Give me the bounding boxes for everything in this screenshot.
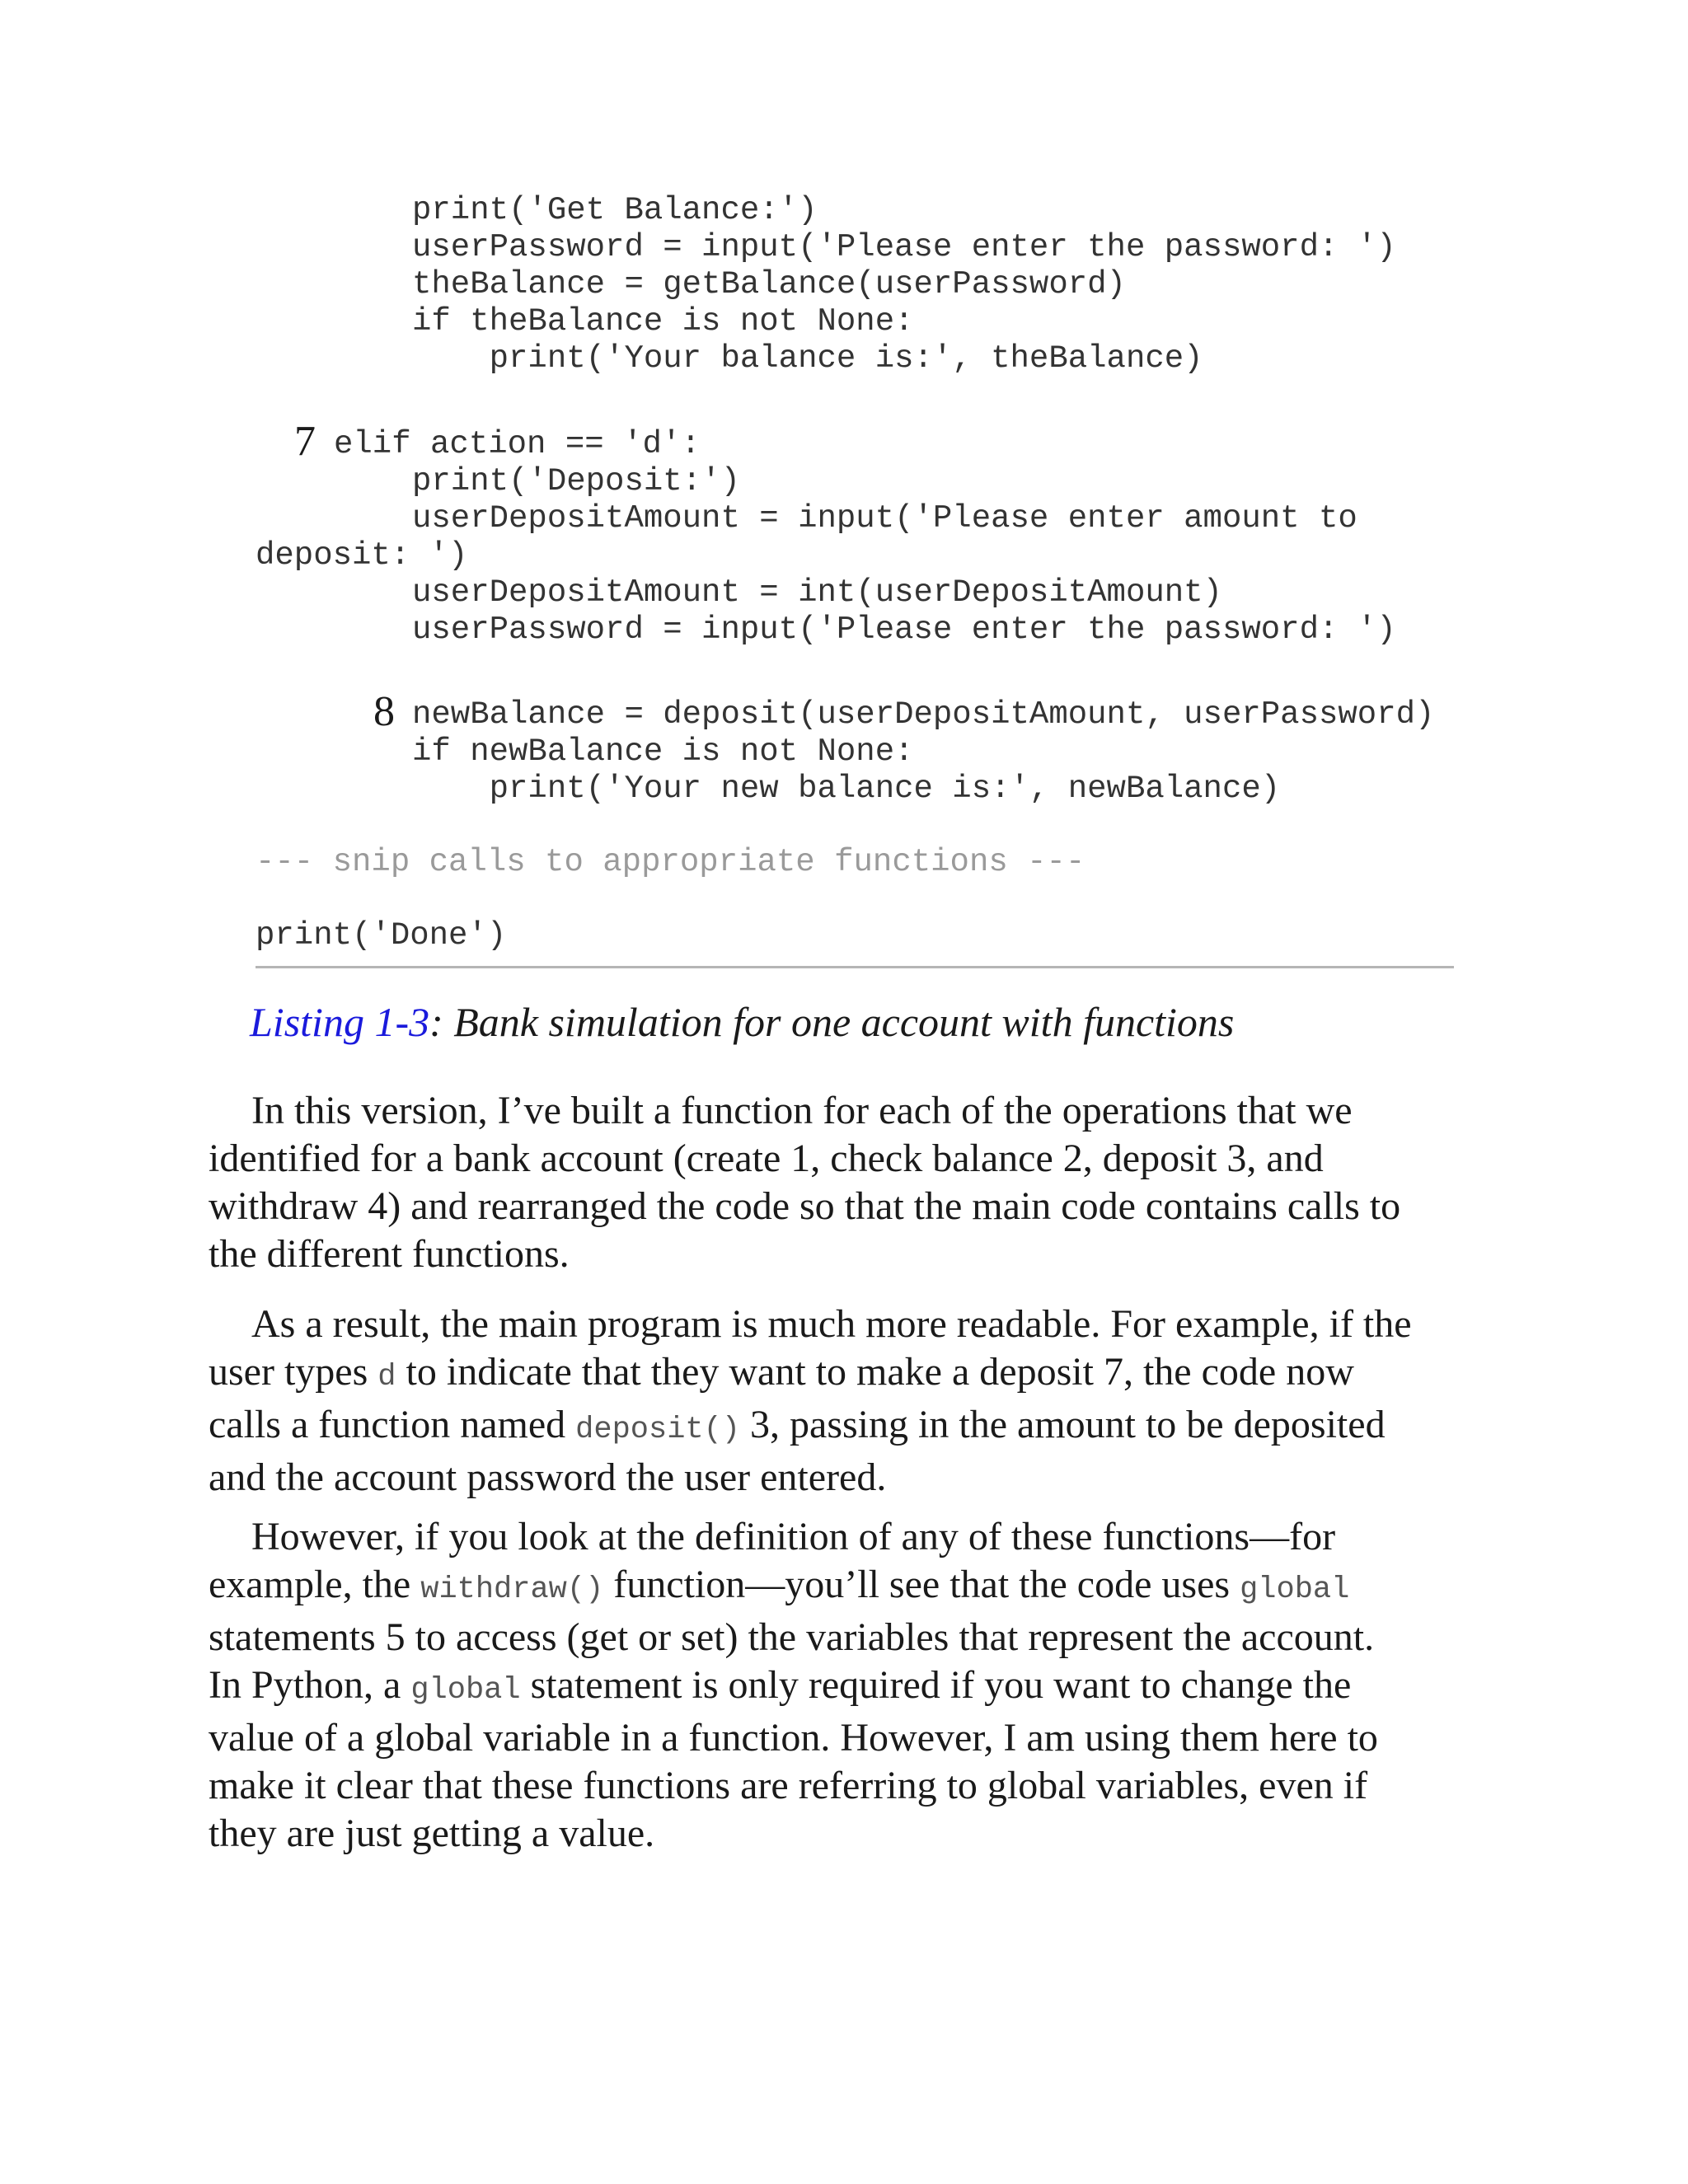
inline-code: global bbox=[1240, 1572, 1350, 1607]
text-run: to indicate that they want to make a deposit 7, the code now bbox=[396, 1350, 1354, 1394]
text-run: user types bbox=[209, 1350, 378, 1394]
code-line: userDepositAmount = input('Please enter amount to bbox=[412, 500, 1357, 537]
paragraph-line: statements 5 to access (get or set) the variables that represent the account. bbox=[209, 1615, 1375, 1659]
inline-code: global bbox=[410, 1673, 521, 1708]
code-line: print('Your balance is:', theBalance) bbox=[412, 340, 1203, 377]
inline-code: d bbox=[377, 1360, 396, 1394]
paragraph-line bbox=[209, 1561, 1461, 1614]
code-snip-comment: --- snip calls to appropriate functions --- bbox=[256, 844, 1085, 880]
code-line: newBalance = deposit(userDepositAmount, userPassword) bbox=[412, 696, 1435, 733]
text-run: function—you’ll see that the code uses bbox=[603, 1563, 1240, 1606]
paragraph-line bbox=[209, 1661, 1461, 1714]
code-line: userPassword = input('Please enter the password: ') bbox=[412, 612, 1396, 648]
paragraph-line: make it clear that these functions are referring to global variables, even if bbox=[209, 1764, 1368, 1807]
listing-link[interactable]: Listing 1-3 bbox=[250, 999, 430, 1045]
paragraph-line: the different functions. bbox=[209, 1232, 570, 1276]
body-paragraph bbox=[209, 1513, 1461, 1858]
code-line: print('Done') bbox=[256, 917, 507, 954]
body-paragraph bbox=[209, 1301, 1461, 1502]
listing-divider bbox=[256, 966, 1454, 968]
code-line: if theBalance is not None: bbox=[412, 303, 914, 340]
paragraph-line: and the account password the user entered. bbox=[209, 1455, 887, 1499]
text-run: example, the bbox=[209, 1563, 421, 1606]
text-run: calls a function named bbox=[209, 1403, 576, 1446]
text-run: In Python, a bbox=[209, 1663, 411, 1707]
paragraph-line: identified for a bank account (create 1, check balance 2, deposit 3, and bbox=[209, 1137, 1324, 1180]
code-line: theBalance = getBalance(userPassword) bbox=[412, 266, 1126, 302]
code-marker: 8 bbox=[373, 688, 395, 735]
code-marker: 7 bbox=[294, 418, 316, 465]
code-line: print('Deposit:') bbox=[412, 463, 740, 499]
code-line: userPassword = input('Please enter the password: ') bbox=[412, 229, 1396, 265]
paragraph-line bbox=[209, 1348, 1461, 1401]
text-run: 3, passing in the amount to be deposited bbox=[740, 1403, 1386, 1446]
paragraph-line: In this version, I’ve built a function for each of the operations that we bbox=[251, 1089, 1353, 1132]
text-run: statement is only required if you want to change the bbox=[520, 1663, 1352, 1707]
code-line: print('Get Balance:') bbox=[412, 192, 818, 228]
paragraph-line: they are just getting a value. bbox=[209, 1811, 655, 1855]
inline-code: withdraw() bbox=[420, 1572, 604, 1607]
code-line: userDepositAmount = int(userDepositAmount) bbox=[412, 574, 1222, 611]
paragraph-line: As a result, the main program is much more readable. For example, if the bbox=[251, 1302, 1412, 1346]
code-line: if newBalance is not None: bbox=[412, 733, 914, 770]
paragraph-line: However, if you look at the definition of any of these functions—for bbox=[251, 1515, 1336, 1558]
listing-caption bbox=[250, 997, 1234, 1047]
code-line: print('Your new balance is:', newBalance) bbox=[412, 771, 1281, 807]
paragraph-line: value of a global variable in a function. However, I am using them here to bbox=[209, 1716, 1378, 1760]
inline-code: deposit() bbox=[575, 1413, 741, 1447]
code-line: deposit: ') bbox=[256, 537, 468, 574]
paragraph-line: withdraw 4) and rearranged the code so that the main code contains calls to bbox=[209, 1184, 1401, 1228]
paragraph-line bbox=[209, 1401, 1461, 1454]
body-paragraph bbox=[209, 1087, 1461, 1278]
caption-text: : Bank simulation for one account with functions bbox=[429, 999, 1235, 1045]
code-line: elif action == 'd': bbox=[334, 426, 701, 462]
